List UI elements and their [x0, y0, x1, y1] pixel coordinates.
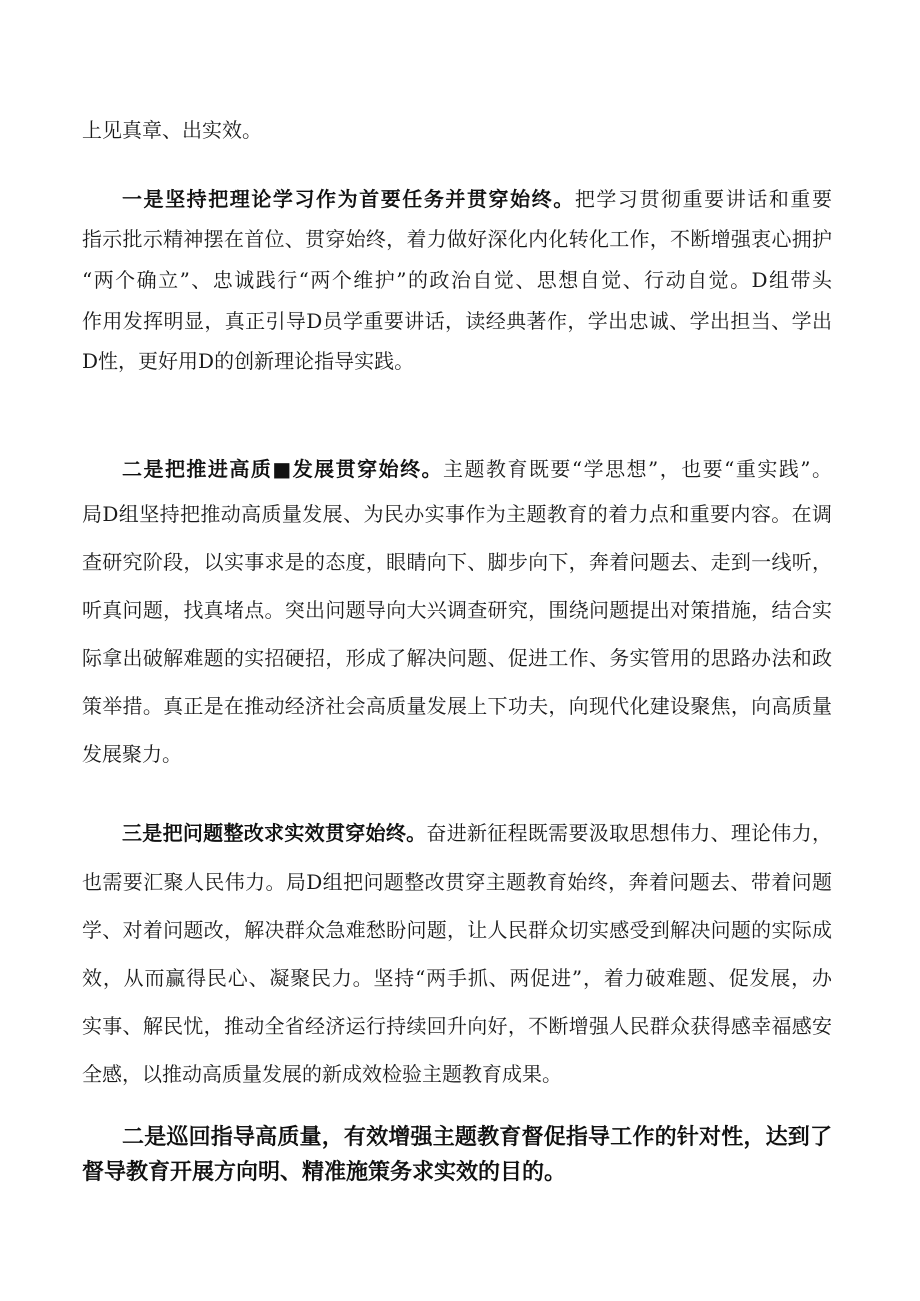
section-heading-line-1: 二是巡回指导高质量，有效增强主题教育督促指导工作的针对性，达到了	[122, 1125, 832, 1150]
paragraph-2-lead: 二是把推进高质■发展贯穿始终。	[122, 457, 444, 481]
paragraph-1-line-5: D性，更好用D的创新理论指导实践。	[82, 349, 415, 373]
section-heading-line-2: 督导教育开展方向明、精准施策务求实效的目的。	[82, 1160, 567, 1185]
text-segment: 奋进新征程既需要汲取思想伟力、理论伟力，	[426, 821, 833, 845]
paragraph-3-line-2: 也需要汇聚人民伟力。局D组把问题整改贯穿主题教育始终，奔着问题去、带着问题	[82, 870, 832, 894]
paragraph-1-line-2: 指示批示精神摆在首位、贯穿始终，着力做好深化内化转化工作，不断增强衷心拥护	[82, 227, 832, 251]
paragraph-2-line-3: 查研究阶段，以实事求是的态度，眼睛向下、脚步向下，奔着问题去、走到一线听，	[82, 550, 832, 574]
paragraph-3-line-1	[122, 820, 832, 846]
paragraph-3-line-5: 实事、解民忧，推动全省经济运行持续回升向好，不断增强人民群众获得感幸福感安	[82, 1014, 832, 1038]
paragraph-2-line-7: 发展聚力。	[82, 742, 182, 766]
paragraph-1-line-1	[122, 186, 832, 212]
text-segment: 上见真章、出实效。	[82, 118, 262, 142]
paragraph-2-line-2: 局D组坚持把推动高质量发展、为民办实事作为主题教育的着力点和重要内容。在调	[82, 502, 832, 526]
paragraph-3-line-6: 全感，以推动高质量发展的新成效检验主题教育成果。	[82, 1062, 562, 1086]
paragraph-2-line-5: 际拿出破解难题的实招硬招，形成了解决问题、促进工作、务实管用的思路办法和政	[82, 646, 832, 670]
text-segment: 把学习贯彻重要讲话和重要	[574, 187, 832, 211]
paragraph-2-line-4: 听真问题，找真堵点。突出问题导向大兴调查研究，围绕问题提出对策措施，结合实	[82, 598, 832, 622]
paragraph-3-line-4: 效，从而赢得民心、凝聚民力。坚持“两手抓、两促进”，着力破难题、促发展，办	[82, 966, 832, 990]
paragraph-1-line-4: 作用发挥明显，真正引导D员学重要讲话，读经典著作，学出忠诚、学出担当、学出	[82, 309, 832, 333]
paragraph-3-line-3: 学、对着问题改，解决群众急难愁盼问题，让人民群众切实感受到解决问题的实际成	[82, 918, 832, 942]
opening-text	[82, 117, 832, 143]
paragraph-2-line-1	[122, 456, 832, 482]
paragraph-1-lead: 一是坚持把理论学习作为首要任务并贯穿始终。	[122, 187, 575, 211]
text-segment: 主题教育既要“学思想”，也要“重实践”。	[443, 457, 832, 481]
paragraph-2-line-6: 策举措。真正是在推动经济社会高质量发展上下功夫，向现代化建设聚焦，向高质量	[82, 694, 832, 718]
paragraph-3-lead: 三是把问题整改求实效贯穿始终。	[122, 821, 427, 845]
paragraph-1-line-3: “两个确立”、忠诚践行“两个维护”的政治自觉、思想自觉、行动自觉。D组带头	[82, 268, 832, 292]
